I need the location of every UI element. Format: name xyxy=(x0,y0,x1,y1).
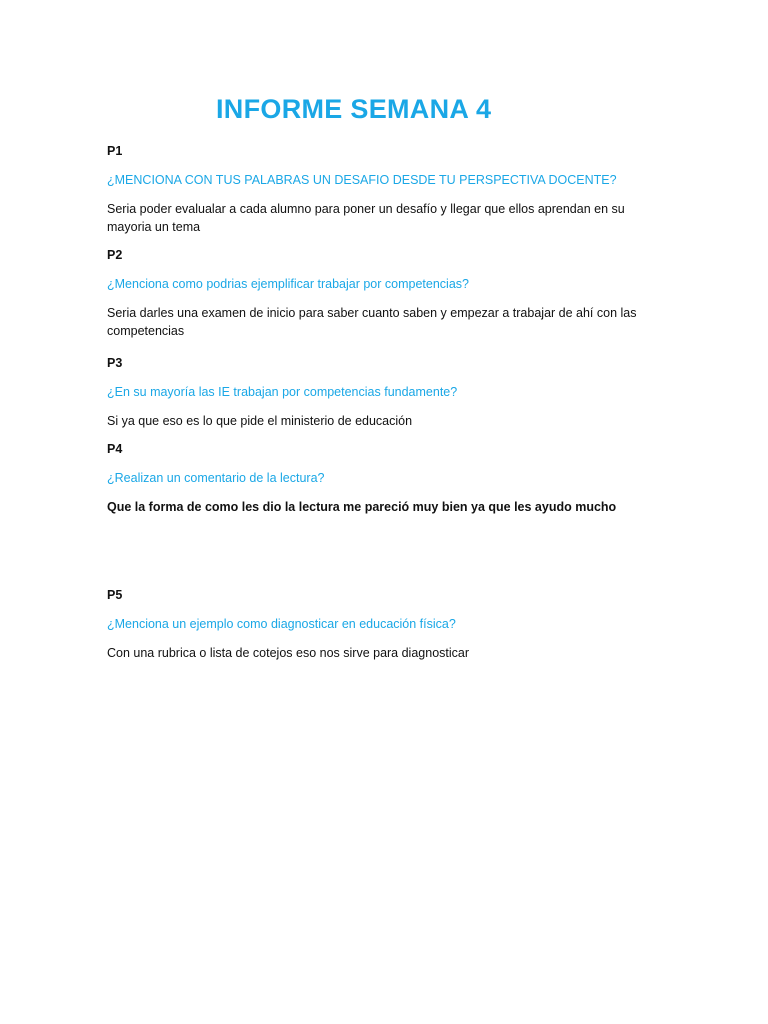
answer-text xyxy=(107,200,667,236)
qa-item-p5 xyxy=(107,586,667,662)
question-number: P3 xyxy=(107,356,123,370)
question-number: P4 xyxy=(107,442,123,456)
question-text: ¿Realizan un comentario de la lectura? xyxy=(107,471,325,485)
question-text: ¿Menciona como podrias ejemplificar trabajar por competencias? xyxy=(107,277,469,291)
question-number: P1 xyxy=(107,144,123,158)
answer-line: Seria darles una examen de inicio para saber cuanto saben y empezar a trabajar de ahí con las xyxy=(107,306,637,320)
answer-text: Si ya que eso es lo que pide el ministerio de educación xyxy=(107,414,413,428)
answer-text xyxy=(107,304,667,340)
question-number: P5 xyxy=(107,588,123,602)
qa-item-p1 xyxy=(107,142,667,236)
qa-item-p4 xyxy=(107,440,667,516)
question-text: ¿Menciona un ejemplo como diagnosticar en educación física? xyxy=(107,617,456,631)
answer-line: Seria poder evalualar a cada alumno para poner un desafío y llegar que ellos aprendan en su xyxy=(107,202,625,216)
qa-item-p3 xyxy=(107,354,667,430)
question-number: P2 xyxy=(107,248,123,262)
answer-line: mayoria un tema xyxy=(107,220,201,234)
question-text: ¿MENCIONA CON TUS PALABRAS UN DESAFIO DESDE TU PERSPECTIVA DOCENTE? xyxy=(107,173,617,187)
answer-line: competencias xyxy=(107,324,185,338)
document-title: INFORME SEMANA 4 xyxy=(216,94,492,124)
qa-item-p2 xyxy=(107,246,667,340)
answer-text: Con una rubrica o lista de cotejos eso nos sirve para diagnosticar xyxy=(107,646,470,660)
answer-text: Que la forma de como les dio la lectura me pareció muy bien ya que les ayudo mucho xyxy=(107,500,617,514)
question-text: ¿En su mayoría las IE trabajan por competencias fundamente? xyxy=(107,385,458,399)
